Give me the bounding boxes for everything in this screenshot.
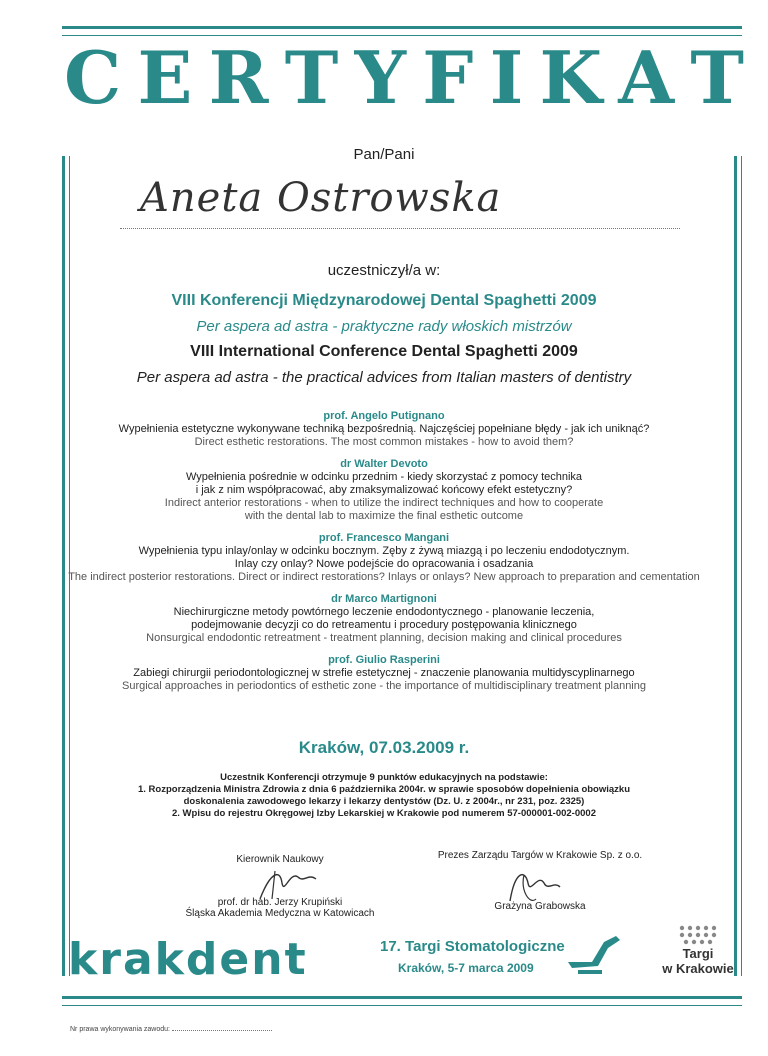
title-letter: F — [422, 35, 474, 120]
name-underline — [120, 228, 680, 229]
title-letter: A — [618, 35, 675, 120]
license-number-field — [70, 1026, 272, 1033]
license-number-label: Nr prawa wykonywania zawodu: — [70, 1026, 170, 1033]
education-points — [0, 772, 768, 820]
title-letter: I — [489, 35, 524, 120]
targi-logo-line2: w Krakowie — [662, 961, 734, 976]
lecture-item — [0, 532, 768, 584]
conference-subtitle-pl: Per aspera ad astra - praktyczne rady włoskich mistrzów — [196, 318, 572, 335]
lecture-speaker: prof. Giulio Rasperini — [328, 654, 440, 666]
salutation: Pan/Pani — [353, 146, 415, 163]
title-letter: K — [539, 35, 603, 120]
lecture-title-en: with the dental lab to maximize the final esthetic outcome — [244, 510, 524, 522]
title-letter: T — [690, 35, 744, 120]
lecture-title-pl: Wypełnienia estetyczne wykonywane techniką bezpośrednią. Najczęściej popełniane błędy - jak ich uniknąć? — [118, 423, 650, 435]
event-name: 17. Targi Stomatologiczne — [380, 938, 565, 955]
participant-name: Aneta Ostrowska — [140, 175, 502, 221]
lecture-title-en: Nonsurgical endodontic retreatment - treatment planning, decision making and clinical procedures — [146, 632, 622, 644]
targi-logo-line1: Targi — [682, 946, 714, 961]
lecture-title-pl: Wypełnienia typu inlay/onlay w odcinku bocznym. Zęby z żywą miazgą i po leczeniu endodotycznym. — [138, 545, 630, 557]
lecture-title-en: The indirect posterior restorations. Direct or indirect restorations? Inlays or onlays? New approach to preparation and cementation — [68, 571, 700, 583]
lecture-speaker: prof. Angelo Putignano — [323, 410, 445, 422]
conference-subtitle-en: Per aspera ad astra - the practical advices from Italian masters of dentistry — [136, 369, 632, 386]
targi-logo — [658, 924, 738, 976]
certificate-title — [64, 35, 744, 120]
points-line: 2. Wpisu do rejestru Okręgowej Izby Lekarskiej w Krakowie pod numerem 57-000001-002-0002 — [172, 808, 596, 819]
lecture-list — [0, 410, 768, 693]
lecture-item — [0, 458, 768, 523]
signature-left-institution: Śląska Akademia Medyczna w Katowicach — [185, 908, 375, 919]
dental-chair-icon — [564, 932, 624, 978]
participated-text: uczestniczył/a w: — [327, 262, 441, 279]
points-line: 1. Rozporządzenia Ministra Zdrowia z dnia 6 października 2004r. w sprawie sposobów dopełnienia obowiązku — [138, 784, 630, 795]
lecture-title-pl: Niechirurgiczne metody powtórnego leczenie endodontycznego - planowanie leczenia, — [173, 606, 595, 618]
lecture-title-pl: Zabiegi chirurgii periodontologicznej w strefie estetycznej - znaczenie planowania multidyscyplinarnego — [133, 667, 635, 679]
krakdent-logo: krakdent — [68, 934, 308, 985]
points-line: doskonalenia zawodowego lekarzy i lekarzy dentystów (Dz. U. z 2004r., nr 231, poz. 2325) — [183, 796, 585, 807]
lecture-title-pl: Wypełnienia pośrednie w odcinku przednim - kiedy skorzystać z pomocy technika — [185, 471, 583, 483]
title-letter: R — [208, 35, 269, 120]
points-intro: Uczestnik Konferencji otrzymuje 9 punktów edukacyjnych na podstawie: — [220, 772, 548, 783]
lecture-speaker: dr Marco Martignoni — [331, 593, 437, 605]
title-letter: C — [64, 35, 122, 120]
event-info — [380, 938, 565, 975]
signature-right-name: Grażyna Grabowska — [494, 901, 586, 912]
lecture-title-pl: i jak z nim współpracować, aby zmaksymalizować końcowy efekt estetyczny? — [195, 484, 573, 496]
signature-left — [170, 854, 390, 919]
date-place: Kraków, 07.03.2009 r. — [298, 738, 470, 757]
title-letter: E — [137, 35, 193, 120]
lecture-title-pl: podejmowanie decyzji co do retreamentu i procedury postępowania klinicznego — [191, 619, 577, 631]
lecture-item — [0, 654, 768, 693]
signature-left-role: Kierownik Naukowy — [236, 854, 324, 865]
targi-dots-icon — [676, 924, 720, 946]
lecture-speaker: prof. Francesco Mangani — [318, 532, 450, 544]
title-letter: T — [284, 35, 339, 120]
lecture-speaker: dr Walter Devoto — [340, 458, 428, 470]
conference-title-pl: VIII Konferencji Międzynarodowej Dental Spaghetti 2009 — [171, 292, 597, 309]
title-letter: Y — [354, 35, 406, 120]
event-place-date: Kraków, 5-7 marca 2009 — [398, 961, 534, 975]
lecture-title-en: Surgical approaches in periodontics of esthetic zone - the importance of multidisciplinary treatment planning — [121, 680, 646, 692]
signature-left-name: prof. dr hab. Jerzy Krupiński — [217, 897, 343, 908]
lecture-item — [0, 593, 768, 645]
conference-title-en: VIII International Conference Dental Spaghetti 2009 — [190, 343, 578, 360]
lecture-item — [0, 410, 768, 449]
lecture-title-pl: Inlay czy onlay? Nowe podejście do opracowania i osadzania — [234, 558, 534, 570]
lecture-title-en: Indirect anterior restorations - when to utilize the indirect techniques and how to cooperate — [164, 497, 604, 509]
signature-right-role: Prezes Zarządu Targów w Krakowie Sp. z o.o. — [437, 850, 643, 861]
signature-right — [420, 850, 660, 912]
border-bottom — [62, 996, 742, 1006]
lecture-title-en: Direct esthetic restorations. The most common mistakes - how to avoid them? — [194, 436, 574, 448]
license-number-dots — [172, 1030, 272, 1031]
event-logo-bar — [64, 934, 744, 988]
